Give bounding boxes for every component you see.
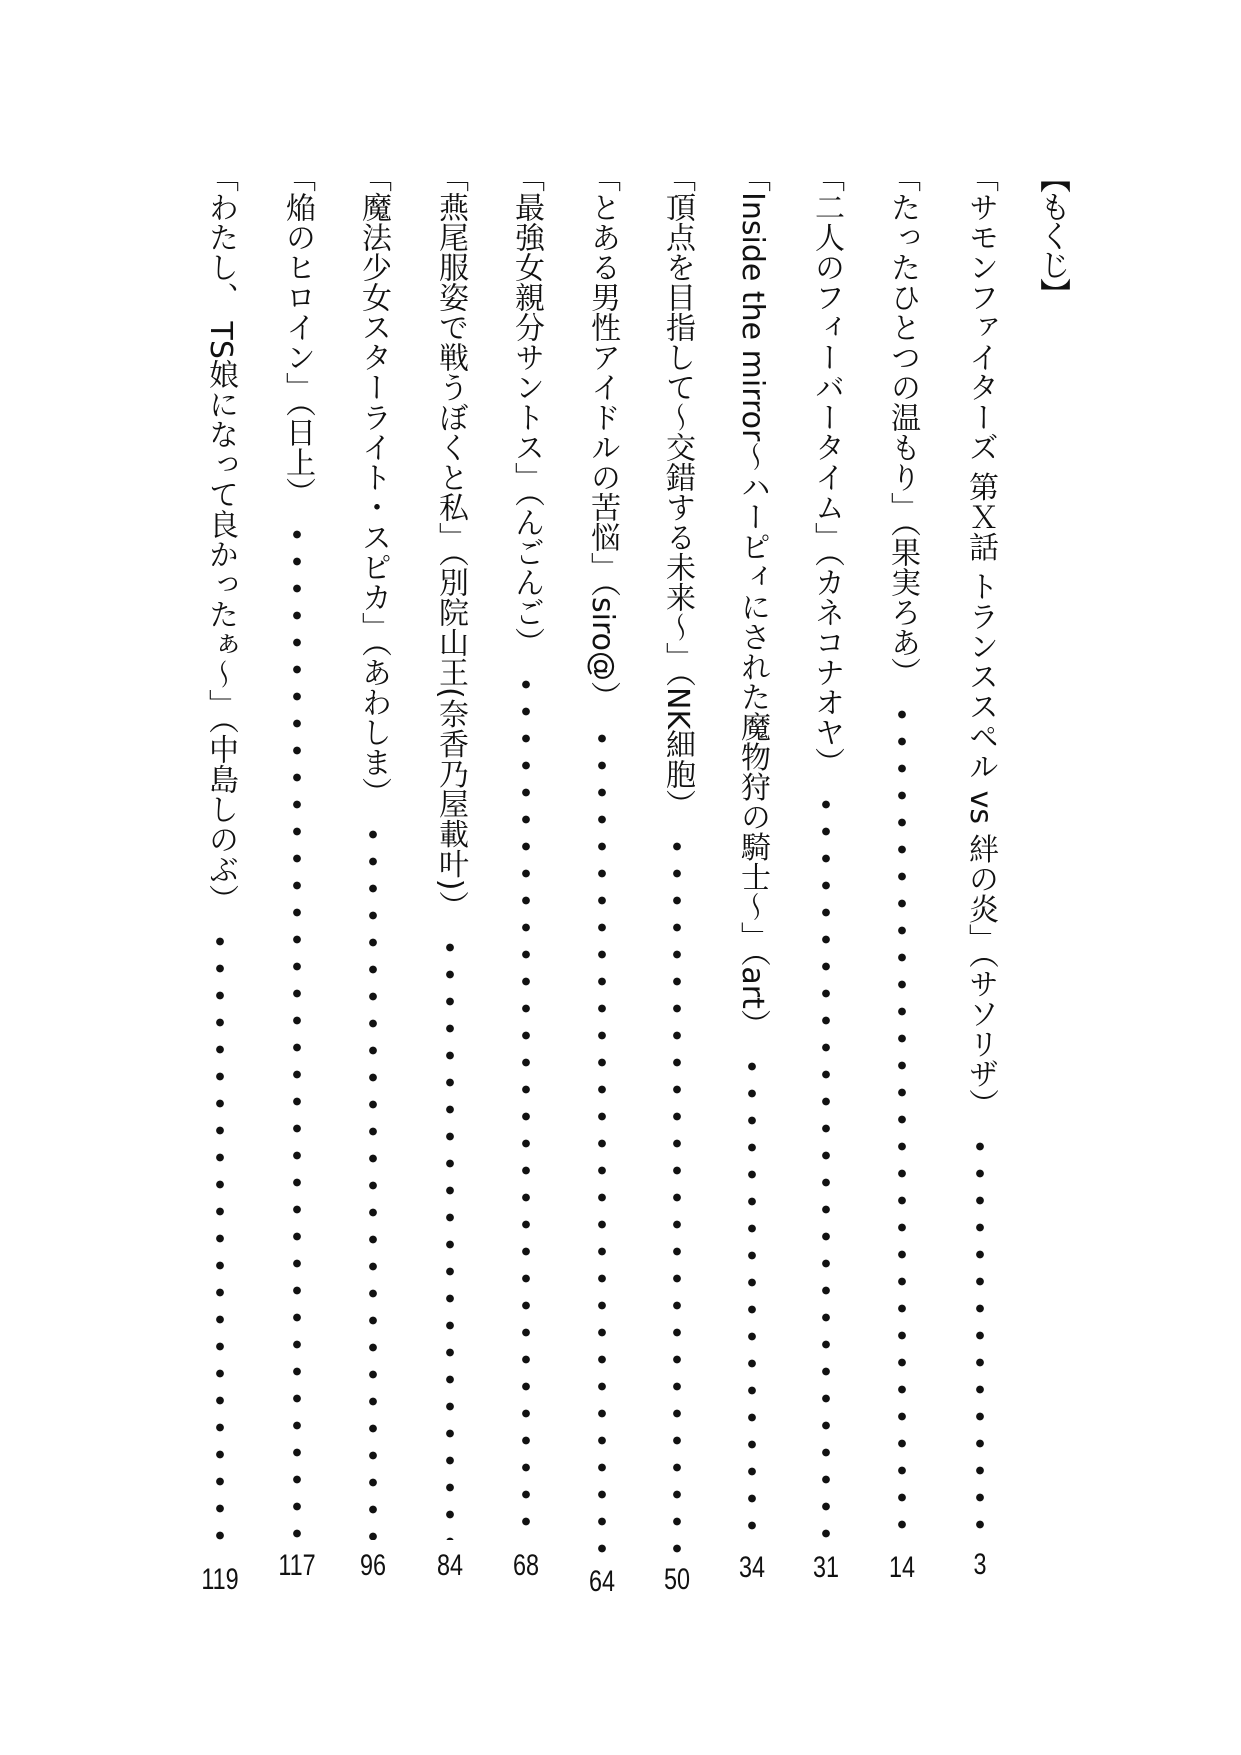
dot-leader (367, 813, 379, 1540)
entry-page-number: 3 (973, 1548, 987, 1581)
dot-leader (896, 693, 908, 1542)
entry-page-number: 119 (201, 1563, 239, 1596)
entry-title: 「頂点を目指して～交錯する未来～」 (660, 162, 695, 672)
entry-author: （art） (735, 951, 770, 1039)
entry-page-number: 14 (888, 1551, 916, 1584)
dot-leader (520, 663, 532, 1540)
entry-author: （中島しのぶ） (203, 718, 238, 914)
toc-heading: 【もくじ】 (1034, 162, 1070, 307)
toc-entry-text (275, 162, 319, 507)
entry-author: （サソリザ） (963, 953, 998, 1119)
entry-author: （別院山王(奈香乃屋載叶)） (433, 552, 468, 921)
toc-entry-text (655, 162, 699, 819)
entry-title: 「魔法少女スターライト・スピカ」 (356, 162, 391, 642)
entry-page-number: 117 (278, 1549, 316, 1582)
dot-leader (671, 825, 683, 1554)
entry-page-number: 34 (738, 1551, 766, 1584)
toc-entry[interactable] (730, 162, 774, 1612)
toc-entry[interactable] (504, 162, 548, 1612)
entry-title: 「たったひとつの温もり」 (885, 162, 920, 522)
entry-page-number: 84 (436, 1549, 464, 1582)
entry-author: （日上） (280, 402, 315, 507)
toc-entry-text (580, 162, 624, 711)
dot-leader (214, 920, 226, 1554)
toc-entry[interactable] (428, 162, 472, 1612)
toc-entry-text (730, 162, 774, 1039)
entry-title: 「サモンファイターズ 第Ｘ話 トランススペル vs 絆の炎」 (963, 162, 998, 954)
entry-author: （siro@） (585, 582, 620, 711)
entry-author: （んごんご） (509, 492, 544, 657)
entry-title: 「最強女親分サントス」 (509, 162, 544, 492)
toc-entry[interactable] (880, 162, 924, 1612)
entry-title: 「Inside the mirror～ハーピィにされた魔物狩の騎士～」 (735, 162, 770, 952)
entry-author: （NK細胞） (660, 672, 695, 820)
entry-title: 「わたし、 TS娘になって良かったぁ～」 (203, 162, 238, 719)
toc-entry[interactable] (275, 162, 319, 1612)
entry-page-number: 31 (812, 1551, 840, 1584)
entry-page-number: 50 (663, 1563, 691, 1596)
dot-leader (974, 1125, 986, 1539)
entry-page-number: 68 (512, 1549, 540, 1582)
toc-entry-text (880, 162, 924, 687)
entry-title: 「焔のヒロイン」 (280, 162, 315, 402)
dot-leader (820, 783, 832, 1542)
entry-page-number: 96 (359, 1549, 387, 1582)
toc-entry-text (198, 162, 242, 914)
dot-leader (596, 717, 608, 1556)
toc-entry-text (428, 162, 472, 920)
toc-entry[interactable] (655, 162, 699, 1612)
entry-author: （あわしま） (356, 642, 391, 807)
toc-entry[interactable] (351, 162, 395, 1612)
toc-entry[interactable] (804, 162, 848, 1612)
entry-title: 「とある男性アイドルの苦悩」 (585, 162, 620, 582)
toc-entry[interactable] (580, 162, 624, 1612)
dot-leader (291, 513, 303, 1540)
toc-entry-text (351, 162, 395, 807)
dot-leader (444, 926, 456, 1540)
entry-title: 「二人のフィーバータイム」 (809, 162, 844, 552)
toc-entry-text (504, 162, 548, 657)
toc-entry-text (958, 162, 1002, 1119)
entry-page-number: 64 (588, 1565, 616, 1598)
dot-leader (746, 1045, 758, 1542)
toc-entry[interactable] (198, 162, 242, 1612)
toc-entry-text (804, 162, 848, 777)
toc-entry[interactable] (958, 162, 1002, 1612)
entry-author: （カネコナオヤ） (809, 552, 844, 777)
entry-author: （果実ろあ） (885, 522, 920, 687)
entry-title: 「燕尾服姿で戦うぼくと私」 (433, 162, 468, 552)
